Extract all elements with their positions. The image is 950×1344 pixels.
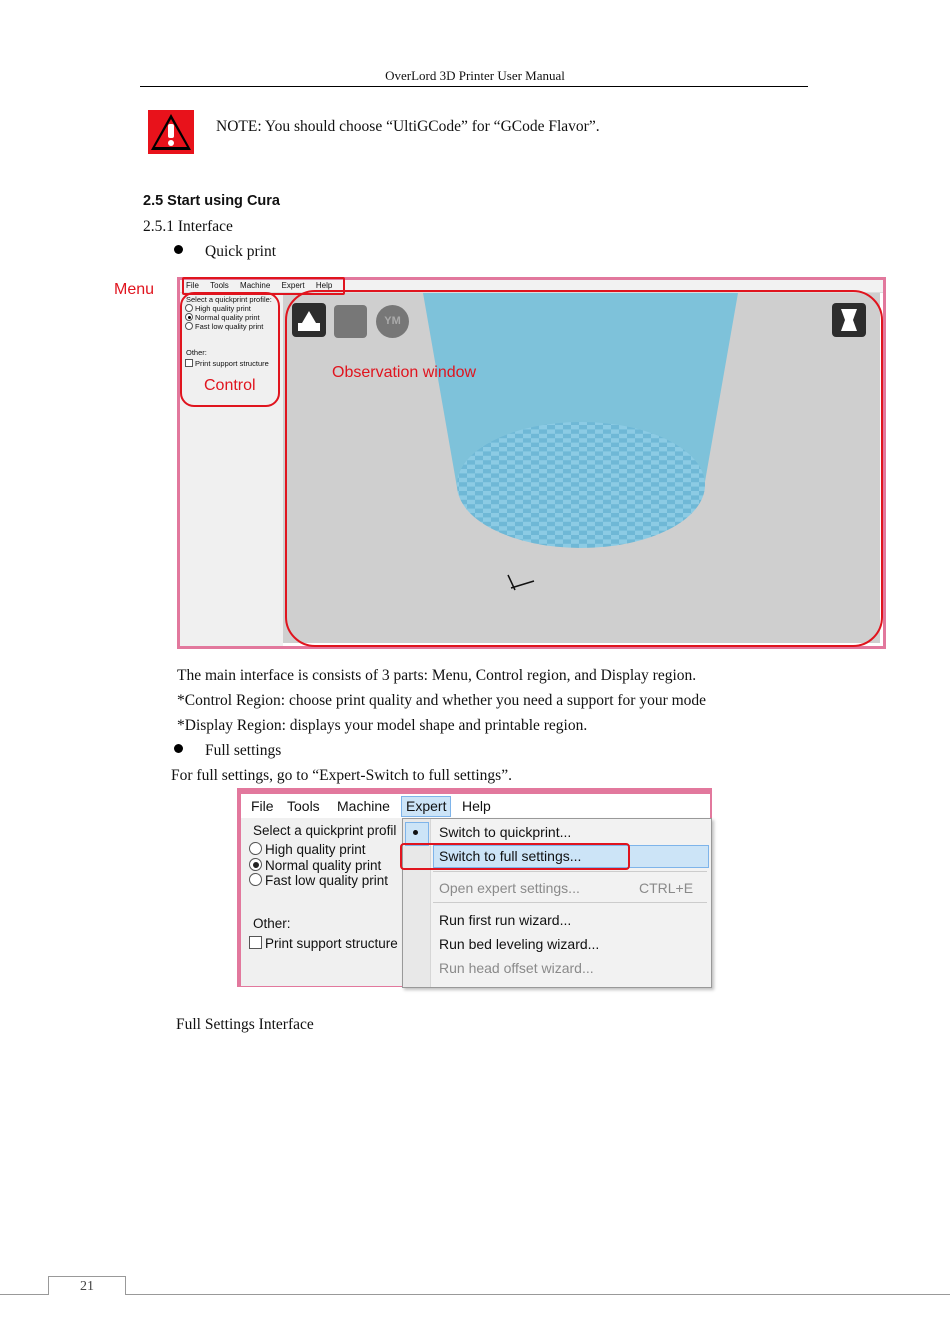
checkbox-icon[interactable] (249, 936, 262, 949)
paragraph-line-1: The main interface is consists of 3 parts: Menu, Control region, and Display region. (177, 667, 697, 684)
full-settings-screenshot (237, 788, 712, 987)
menu-separator (433, 902, 707, 903)
bullet-dot (174, 744, 183, 753)
radio-icon[interactable] (249, 873, 262, 886)
bullet-full-settings (174, 742, 281, 760)
option-label: Normal quality print (195, 313, 260, 322)
option-label: High quality print (195, 304, 251, 313)
cura-window-2 (241, 794, 710, 986)
option-fast[interactable] (249, 873, 388, 888)
support-label: Print support structure (265, 936, 398, 951)
bullet-dot (174, 245, 183, 254)
paragraph-line-4: For full settings, go to “Expert-Switch to full settings”. (171, 767, 512, 784)
other-label: Other: (186, 348, 207, 357)
menu-tools[interactable]: Tools (210, 281, 229, 290)
bullet-quick-print (174, 243, 276, 261)
menu-file[interactable]: File (251, 798, 274, 814)
page-number: 21 (48, 1276, 126, 1295)
option-normal[interactable] (249, 858, 381, 873)
menu-item-head-offset-wizard[interactable]: Run head offset wizard... (439, 960, 594, 976)
youmagine-icon[interactable]: YM (376, 305, 409, 338)
menu-bar-2 (241, 794, 710, 818)
menu-machine[interactable]: Machine (337, 798, 390, 814)
menu-item-bed-leveling-wizard[interactable]: Run bed leveling wizard... (439, 936, 600, 952)
menu-expert-active[interactable]: Expert (401, 796, 451, 817)
note-text: NOTE: You should choose “UltiGCode” for “GCode Flavor”. (216, 118, 600, 135)
profile-label: Select a quickprint profile: (186, 295, 272, 304)
observation-highlight (285, 290, 883, 647)
menu-annotation: Menu (114, 281, 155, 298)
paragraph-line-3: *Display Region: displays your model shape and printable region. (177, 717, 588, 734)
support-checkbox[interactable] (249, 936, 398, 951)
menu-item-first-run-wizard[interactable]: Run first run wizard... (439, 912, 572, 928)
menu-tools[interactable]: Tools (287, 798, 320, 814)
option-label: Fast low quality print (265, 873, 389, 888)
bullet-label: Quick print (205, 243, 277, 260)
option-high[interactable] (249, 842, 366, 857)
menu-expert[interactable]: Expert (281, 281, 305, 290)
option-label: High quality print (265, 842, 366, 857)
selected-bullet-icon (413, 830, 418, 835)
control-panel-2 (241, 818, 401, 986)
menu-machine[interactable]: Machine (240, 281, 271, 290)
menu-help[interactable]: Help (462, 798, 491, 814)
menu-file[interactable]: File (186, 281, 199, 290)
radio-selected-icon[interactable] (249, 858, 262, 871)
shortcut-label: CTRL+E (639, 880, 694, 896)
other-label: Other: (253, 916, 291, 931)
menu-item-switch-full-settings[interactable]: Switch to full settings... (439, 848, 582, 864)
subsection-title: 2.5.1 Interface (143, 218, 233, 235)
control-annotation: Control (204, 377, 256, 394)
bullet-label: Full settings (205, 742, 282, 759)
observation-annotation: Observation window (332, 364, 477, 381)
menu-separator (433, 871, 707, 872)
section-title: 2.5 Start using Cura (143, 193, 280, 209)
footer-rule (0, 1294, 950, 1295)
header-rule (140, 86, 808, 87)
menu-help[interactable]: Help (315, 281, 333, 290)
profile-label: Select a quickprint profil (253, 823, 397, 838)
menu-item-open-expert-settings[interactable]: Open expert settings... (439, 880, 580, 896)
switch-full-highlight (400, 843, 630, 870)
paragraph-line-2: *Control Region: choose print quality and whether you need a support for your mode (177, 692, 707, 709)
quick-print-screenshot (177, 277, 886, 649)
radio-icon[interactable] (249, 842, 262, 855)
menu-item-switch-quickprint[interactable]: Switch to quickprint... (439, 824, 572, 840)
option-label: Fast low quality print (195, 322, 264, 331)
warning-icon (148, 110, 194, 154)
caption-full-settings: Full Settings Interface (176, 1016, 314, 1033)
support-label: Print support structure (195, 359, 269, 368)
option-label: Normal quality print (265, 858, 382, 873)
header-title: OverLord 3D Printer User Manual (385, 68, 565, 83)
